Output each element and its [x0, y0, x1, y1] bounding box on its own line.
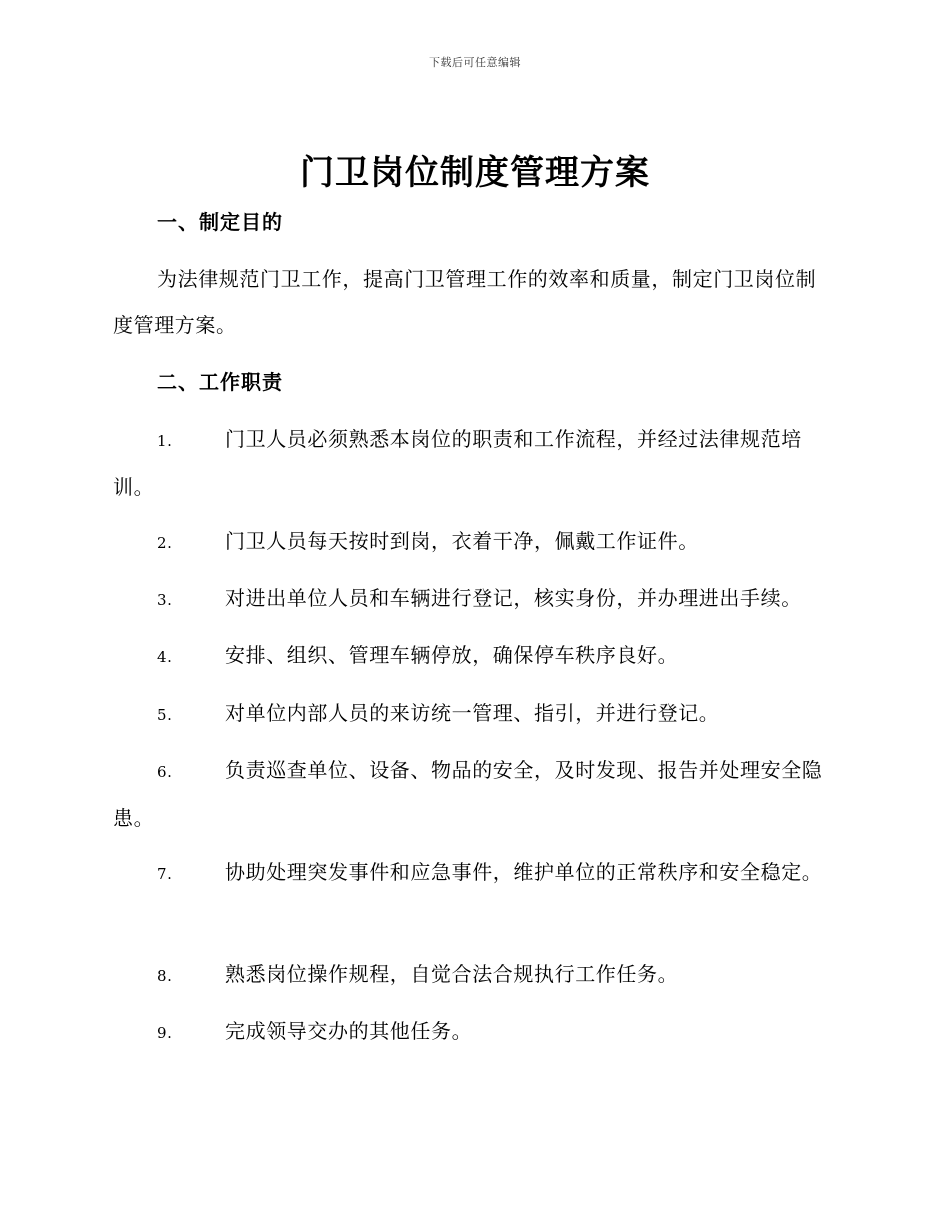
- list-item: [113, 518, 835, 566]
- list-item-number: 6.: [157, 763, 173, 781]
- list-item-number: 2.: [157, 534, 173, 552]
- list-item-text: 对单位内部人员的来访统一管理、指引，并进行登记。: [225, 701, 720, 725]
- list-item-text: 协助处理突发事件和应急事件，维护单位的正常秩序和安全稳定。: [225, 860, 823, 884]
- list-item: [113, 849, 835, 897]
- list-item-number: 7.: [157, 865, 173, 883]
- list-item: [113, 632, 835, 680]
- list-item-text: 完成领导交办的其他任务。: [225, 1019, 473, 1043]
- list-item: [113, 747, 835, 841]
- list-item: [113, 575, 835, 623]
- section-heading-duties: 二、工作职责: [157, 370, 283, 394]
- list-item-text: 熟悉岗位操作规程，自觉合法合规执行工作任务。: [225, 962, 679, 986]
- document-title: 门卫岗位制度管理方案: [300, 153, 650, 193]
- list-item-number: 9.: [157, 1024, 173, 1042]
- list-item-text: 门卫人员每天按时到岗，衣着干净，佩戴工作证件。: [225, 529, 699, 553]
- list-item-text: 对进出单位人员和车辆进行登记，核实身份，并办理进出手续。: [225, 586, 802, 610]
- list-item-text: 门卫人员必须熟悉本岗位的职责和工作流程，并经过法律规范培训。: [113, 427, 802, 499]
- list-item-text: 安排、组织、管理车辆停放，确保停车秩序良好。: [225, 643, 679, 667]
- list-item-number: 4.: [157, 648, 173, 666]
- list-item-text: 负责巡查单位、设备、物品的安全，及时发现、报告并处理安全隐患。: [113, 758, 823, 830]
- list-item-number: 1.: [157, 432, 173, 450]
- list-item: [113, 690, 835, 738]
- list-item: [113, 416, 835, 510]
- list-item: [113, 1008, 835, 1056]
- list-item: [113, 951, 835, 999]
- list-item-number: 8.: [157, 967, 173, 985]
- purpose-paragraph: 为法律规范门卫工作，提高门卫管理工作的效率和质量，制定门卫岗位制度管理方案。: [113, 267, 817, 337]
- list-item-number: 3.: [157, 591, 173, 609]
- header-note: 下载后可任意编辑: [429, 56, 521, 69]
- list-item-number: 5.: [157, 706, 173, 724]
- section-heading-purpose: 一、制定目的: [157, 210, 283, 234]
